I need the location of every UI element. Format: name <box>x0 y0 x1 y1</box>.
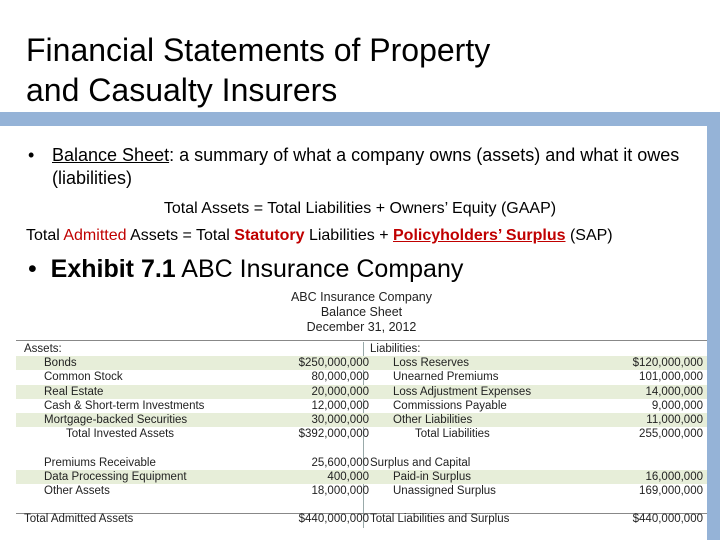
table-row <box>16 370 707 384</box>
row-right-label: Unearned Premiums <box>393 371 499 384</box>
row-right-label: Liabilities: <box>370 343 421 355</box>
table-row <box>16 342 707 356</box>
row-right-label: Total Liabilities and Surplus <box>370 513 510 526</box>
row-right-value: 14,000,000 <box>645 385 703 398</box>
bullet-exhibit <box>28 254 688 284</box>
sap-equation <box>26 226 716 246</box>
row-left-label: Cash & Short-term Investments <box>44 399 205 412</box>
row-left-value: 12,000,000 <box>311 399 369 412</box>
frame-top-bar <box>0 112 720 126</box>
exhibit-company: ABC Insurance Company <box>290 290 433 304</box>
bullet-marker: • <box>28 145 35 165</box>
row-left-label: Bonds <box>44 357 77 370</box>
header-rule <box>16 340 707 341</box>
row-right-label: Total Liabilities <box>415 428 490 441</box>
row-left-label: Other Assets <box>44 485 110 497</box>
row-right-value: 169,000,000 <box>639 485 703 497</box>
row-right-label: Other Liabilities <box>393 414 473 426</box>
row-left-value: 25,600,000 <box>311 456 369 469</box>
admitted-term: Admitted <box>63 227 127 244</box>
table-row <box>16 385 707 399</box>
row-right-label: Paid-in Surplus <box>393 470 471 483</box>
table-row <box>16 399 707 413</box>
row-left-label: Assets: <box>24 343 62 355</box>
exhibit-caption: ABC Insurance Company <box>175 255 464 283</box>
row-right-value: 16,000,000 <box>645 470 703 483</box>
bullet-text <box>52 144 688 190</box>
row-left-label: Mortgage-backed Securities <box>44 414 188 426</box>
row-left-value: 400,000 <box>327 470 369 483</box>
table-row <box>16 470 707 484</box>
row-left-value: 30,000,000 <box>311 414 369 426</box>
sap-eq-part2: Assets = Total <box>126 227 235 244</box>
exhibit-statement: Balance Sheet <box>320 305 403 319</box>
gaap-equation: Total Assets = Total Liabilities + Owners’ Equity (GAAP) <box>163 200 557 217</box>
exhibit-balance-sheet <box>16 290 707 530</box>
exhibit-number: Exhibit 7.1 <box>50 255 176 283</box>
table-row <box>16 427 707 441</box>
frame-right-bar <box>707 112 720 540</box>
row-left-value: $440,000,000 <box>298 513 369 526</box>
row-right-value: 101,000,000 <box>639 371 703 384</box>
row-left-label: Common Stock <box>44 371 123 384</box>
row-left-label: Total Invested Assets <box>66 428 175 441</box>
row-right-value: $120,000,000 <box>632 357 703 370</box>
row-right-value: 255,000,000 <box>639 428 703 441</box>
row-left-label: Real Estate <box>44 385 104 398</box>
slide-title-line1: Financial Statements of Property <box>26 32 491 68</box>
policyholders-surplus-term: Policyholders’ Surplus <box>393 227 566 244</box>
row-left-label: Premiums Receivable <box>44 456 156 469</box>
balance-sheet-definition: : a summary of what a company owns (assets) and what it owes (liabilities) <box>52 145 680 188</box>
bullet2-marker: • <box>28 255 37 283</box>
row-left-value: 80,000,000 <box>311 371 369 384</box>
balance-sheet-term: Balance Sheet <box>52 145 170 165</box>
statutory-term: Statutory <box>234 227 305 244</box>
row-right-label: Commissions Payable <box>393 399 507 412</box>
row-left-value: 18,000,000 <box>311 485 369 497</box>
sap-eq-part1: Total <box>26 227 64 244</box>
row-left-value: $250,000,000 <box>298 357 369 370</box>
row-right-label: Surplus and Capital <box>370 456 471 469</box>
row-right-value: $440,000,000 <box>632 513 703 526</box>
slide-title <box>26 30 686 110</box>
row-left-label: Data Processing Equipment <box>44 470 187 483</box>
table-row <box>16 484 707 498</box>
exhibit-date: December 31, 2012 <box>306 320 417 334</box>
sap-eq-part4: (SAP) <box>565 227 613 244</box>
table-row <box>16 456 707 470</box>
row-left-value: 20,000,000 <box>311 385 369 398</box>
row-right-value: 11,000,000 <box>646 414 703 426</box>
table-row <box>16 512 707 526</box>
bullet-balance-sheet <box>28 144 688 190</box>
table-row <box>16 413 707 427</box>
slide-title-line2: and Casualty Insurers <box>26 72 338 108</box>
row-right-label: Unassigned Surplus <box>393 485 496 497</box>
table-row <box>16 441 707 455</box>
row-left-label: Total Admitted Assets <box>24 513 134 526</box>
row-right-label: Loss Adjustment Expenses <box>393 385 532 398</box>
table-row <box>16 498 707 512</box>
row-right-label: Loss Reserves <box>393 357 470 370</box>
row-left-value: $392,000,000 <box>298 428 369 441</box>
sap-eq-part3: Liabilities + <box>304 227 393 244</box>
row-right-value: 9,000,000 <box>651 399 703 412</box>
table-row <box>16 356 707 370</box>
